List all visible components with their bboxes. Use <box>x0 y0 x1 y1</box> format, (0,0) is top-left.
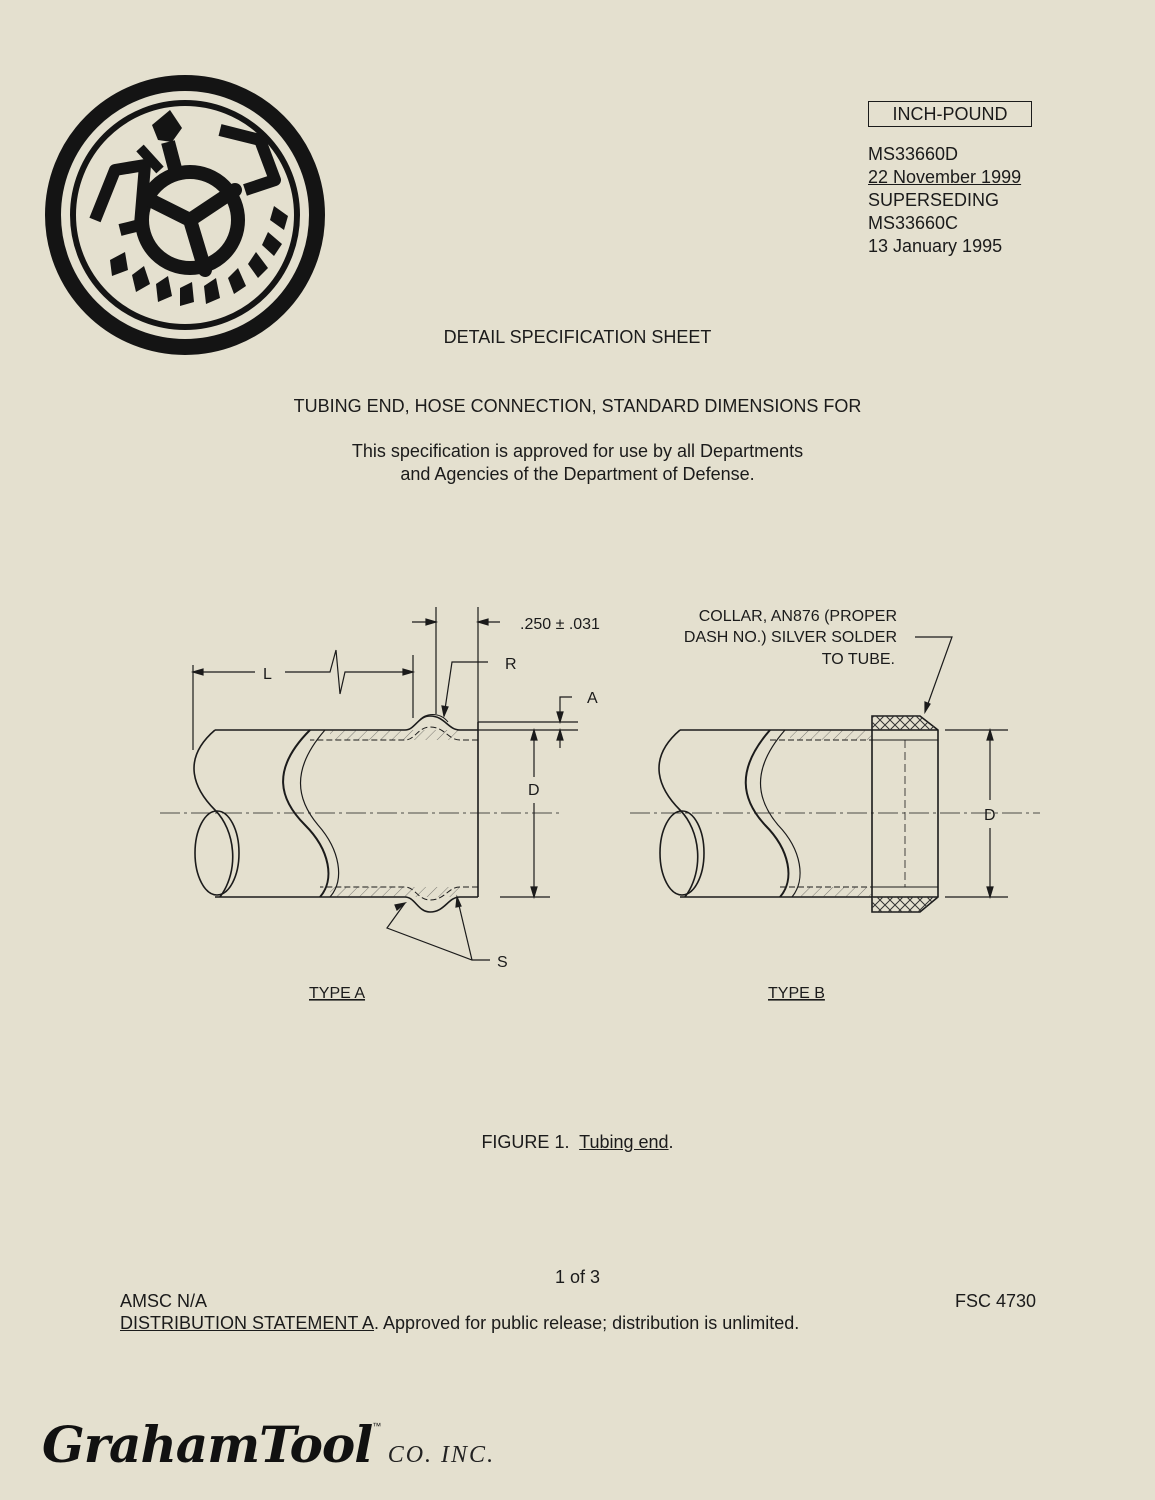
brand-name: GrahamTool <box>42 1415 373 1474</box>
type-a-dimensions <box>193 607 578 960</box>
label-a: A <box>587 690 598 707</box>
approval-line-1: This specification is approved for use by all Departments <box>351 441 804 461</box>
figure-caption-title: Tubing end <box>579 1132 669 1152</box>
brand-trademark: ™ <box>372 1421 382 1431</box>
document-metadata <box>868 143 1021 258</box>
brand-suffix: CO. INC. <box>387 1442 496 1468</box>
subject-heading: TUBING END, HOSE CONNECTION, STANDARD DIMENSIONS FOR <box>293 396 862 416</box>
label-s: S <box>497 954 508 971</box>
label-d-type-a: D <box>528 782 540 799</box>
collar-bottom-hatch <box>872 897 938 912</box>
fsc-code: FSC 4730 <box>955 1291 1037 1311</box>
type-b-drawing <box>630 716 1040 912</box>
amsc-code: AMSC N/A <box>120 1291 208 1311</box>
collar-note-line-3: TO TUBE. <box>821 651 895 668</box>
dla-seal-icon <box>40 70 330 360</box>
graham-tool-logo <box>42 1415 495 1474</box>
collar-note-line-2: DASH NO.) SILVER SOLDER <box>683 629 897 646</box>
approval-statement <box>0 440 1155 486</box>
type-b-wall-top-hatch <box>790 730 872 740</box>
type-a-drawing <box>160 715 560 913</box>
page-number: 1 of 3 <box>554 1267 601 1287</box>
dim-tolerance: .250 ± .031 <box>520 616 600 633</box>
type-b-dimensions <box>915 637 1008 897</box>
collar-top-hatch <box>872 716 938 730</box>
type-b-label: TYPE B <box>768 985 825 1002</box>
label-l: L <box>263 666 272 683</box>
tubing-end-figure <box>0 560 1155 1040</box>
figure-caption-prefix: FIGURE 1. <box>481 1132 570 1152</box>
type-a-label: TYPE A <box>309 985 366 1002</box>
doc-number: MS33660D <box>868 144 959 164</box>
doc-date: 22 November 1999 <box>868 167 1022 187</box>
label-r: R <box>505 656 517 673</box>
sheet-type-heading: DETAIL SPECIFICATION SHEET <box>443 327 712 347</box>
distribution-label: DISTRIBUTION STATEMENT A <box>120 1313 375 1333</box>
type-a-wall-top-hatch <box>330 730 460 740</box>
type-b-wall-bottom-hatch <box>800 887 872 897</box>
figure-caption <box>0 1132 1155 1153</box>
approval-line-2: and Agencies of the Department of Defense. <box>400 464 755 484</box>
distribution-text: . Approved for public release; distribution is unlimited. <box>374 1313 800 1333</box>
superseded-number: MS33660C <box>868 213 959 233</box>
type-a-wall-bottom-hatch <box>330 887 460 897</box>
collar-note-line-1: COLLAR, AN876 (PROPER <box>698 608 897 625</box>
superseding-label: SUPERSEDING <box>868 190 1000 210</box>
label-d-type-b: D <box>984 807 996 824</box>
superseded-date: 13 January 1995 <box>868 236 1003 256</box>
figure-caption-suffix: . <box>668 1132 674 1152</box>
distribution-statement <box>120 1313 799 1334</box>
units-label: INCH-POUND <box>868 101 1032 127</box>
